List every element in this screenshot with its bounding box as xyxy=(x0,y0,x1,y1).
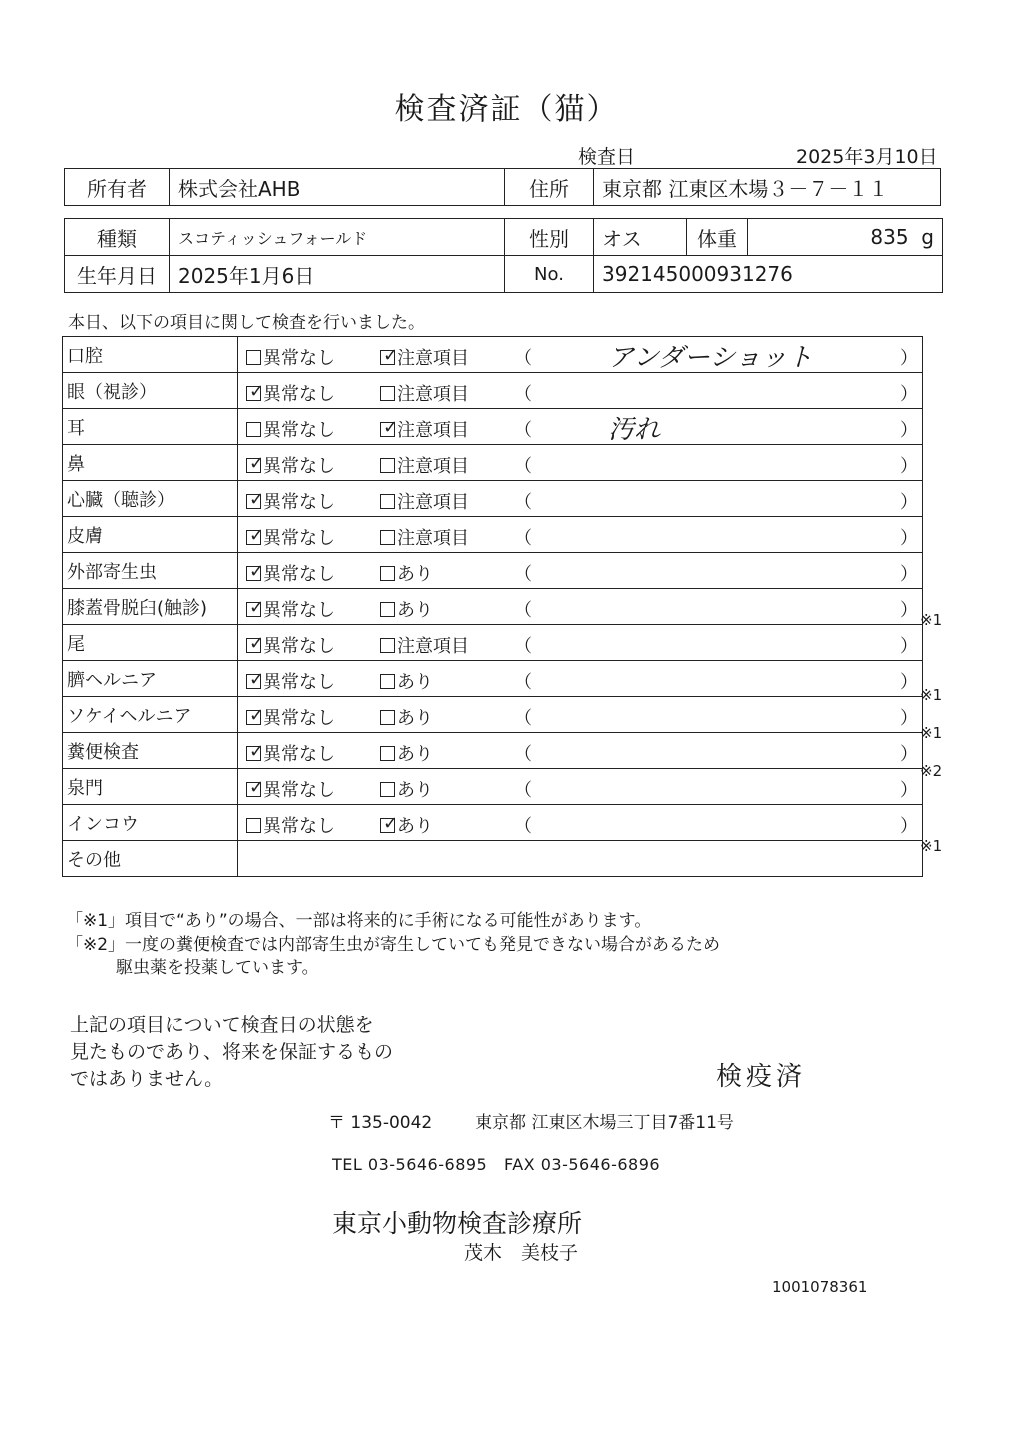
inspection-item-result xyxy=(238,373,923,409)
paren-close: ） xyxy=(900,744,918,765)
inspection-row xyxy=(63,481,923,517)
checkbox xyxy=(246,525,265,546)
inspection-row xyxy=(63,373,923,409)
paren-close: ） xyxy=(900,564,918,585)
checkbox xyxy=(246,818,261,833)
option-normal xyxy=(246,596,335,622)
fax: FAX 03-5646-6896 xyxy=(504,1155,661,1174)
footnote-2-line-1: 「※2」一度の糞便検査では内部寄生虫が寄生していても発見できない場合があるため xyxy=(66,935,721,955)
option-attention xyxy=(380,344,469,370)
option-label: 異常なし xyxy=(263,564,335,585)
inspection-row xyxy=(63,625,923,661)
inspection-item-result xyxy=(238,445,923,481)
check-mark-icon: ✓ xyxy=(249,525,265,546)
inspection-item-text: インコウ xyxy=(67,813,139,835)
paren-open: （ xyxy=(514,348,532,369)
address-label: 住所 xyxy=(505,169,594,206)
inspection-item-label xyxy=(63,625,238,661)
checkbox xyxy=(380,602,395,617)
inspection-row xyxy=(63,337,923,373)
inspection-item-result xyxy=(238,733,923,769)
checkbox xyxy=(246,489,265,510)
inspection-item-text: 口腔 xyxy=(67,345,103,367)
checkbox xyxy=(380,710,395,725)
option-attention xyxy=(380,560,433,586)
handwritten-comment: 汚れ xyxy=(608,415,661,445)
disclaimer-line-2: 見たものであり、将来を保証するもの xyxy=(70,1041,394,1063)
inspection-item-label xyxy=(63,517,238,553)
weight-unit: g xyxy=(921,225,934,249)
row-footnote-mark: ※1 xyxy=(920,686,943,705)
option-attention xyxy=(380,668,433,694)
paren-close: ） xyxy=(900,384,918,405)
inspection-item-label xyxy=(63,553,238,589)
inspection-row xyxy=(63,409,923,445)
inspection-item-label xyxy=(63,769,238,805)
disclaimer xyxy=(70,1012,393,1093)
option-attention xyxy=(380,488,469,514)
paren-open: （ xyxy=(514,528,532,549)
no-label: No. xyxy=(505,256,594,293)
clinic-name: 東京小動物検査診療所 xyxy=(332,1209,583,1238)
checkbox xyxy=(380,674,395,689)
option-label: 注意項目 xyxy=(397,420,469,441)
pet-info-table xyxy=(64,218,943,293)
inspection-item-label xyxy=(63,697,238,733)
checkbox xyxy=(380,746,395,761)
option-label: 異常なし xyxy=(263,420,335,441)
paren-open: （ xyxy=(514,672,532,693)
option-label: あり xyxy=(397,672,433,693)
owner-label: 所有者 xyxy=(65,169,170,206)
other-value xyxy=(238,841,923,877)
inspection-row xyxy=(63,589,923,625)
check-mark-icon: ✓ xyxy=(383,345,399,366)
option-label: 異常なし xyxy=(263,636,335,657)
check-mark-icon: ✓ xyxy=(383,417,399,438)
clinic-address-line xyxy=(328,1108,734,1133)
inspection-row xyxy=(63,445,923,481)
option-label: 異常なし xyxy=(263,492,335,513)
inspection-table xyxy=(62,336,923,877)
option-label: 注意項目 xyxy=(397,384,469,405)
option-label: 異常なし xyxy=(263,744,335,765)
inspection-item-result xyxy=(238,337,923,373)
breed-label: 種類 xyxy=(65,219,170,256)
intro-text: 本日、以下の項目に関して検査を行いました。 xyxy=(68,313,425,333)
footnote-2 xyxy=(66,934,720,980)
option-attention xyxy=(380,776,433,802)
weight-label: 体重 xyxy=(687,219,748,256)
inspection-item-result xyxy=(238,553,923,589)
checkbox xyxy=(246,350,261,365)
paren-open: （ xyxy=(514,456,532,477)
clinic-address: 東京都 江東区木場三丁目7番11号 xyxy=(475,1113,734,1133)
paren-open: （ xyxy=(514,384,532,405)
option-attention xyxy=(380,740,433,766)
option-label: 注意項目 xyxy=(397,528,469,549)
inspection-item-text: ソケイヘルニア xyxy=(67,705,192,727)
paren-close: ） xyxy=(900,636,918,657)
option-label: あり xyxy=(397,780,433,801)
inspection-row xyxy=(63,805,923,841)
option-normal xyxy=(246,488,335,514)
row-footnote-mark: ※1 xyxy=(920,610,943,629)
inspection-row xyxy=(63,769,923,805)
doctor-name: 茂木 美枝子 xyxy=(464,1242,579,1264)
inspection-item-label xyxy=(63,445,238,481)
checkbox xyxy=(246,777,265,798)
checkbox xyxy=(246,597,265,618)
option-label: 異常なし xyxy=(263,672,335,693)
paren-close: ） xyxy=(900,348,918,369)
option-label: 注意項目 xyxy=(397,492,469,513)
option-attention xyxy=(380,812,433,838)
check-mark-icon: ✓ xyxy=(249,597,265,618)
option-label: あり xyxy=(397,708,433,729)
option-attention xyxy=(380,596,433,622)
inspection-item-result xyxy=(238,517,923,553)
option-label: 異常なし xyxy=(263,708,335,729)
row-footnote-mark: ※1 xyxy=(920,724,943,742)
option-attention xyxy=(380,632,469,658)
weight-value: 835 xyxy=(870,225,909,249)
option-attention xyxy=(380,452,469,478)
check-mark-icon: ✓ xyxy=(249,777,265,798)
checkbox xyxy=(380,566,395,581)
owner-table xyxy=(64,168,941,206)
checkbox xyxy=(380,782,395,797)
check-mark-icon: ✓ xyxy=(249,489,265,510)
option-label: あり xyxy=(397,816,433,837)
inspection-item-label xyxy=(63,805,238,841)
inspection-row xyxy=(63,661,923,697)
option-label: 異常なし xyxy=(263,528,335,549)
option-attention xyxy=(380,380,469,406)
row-footnote-mark: ※1 xyxy=(920,837,943,856)
option-normal xyxy=(246,632,335,658)
inspection-item-text: 糞便検査 xyxy=(67,741,139,763)
paren-open: （ xyxy=(514,600,532,621)
option-label: 異常なし xyxy=(263,384,335,405)
option-attention xyxy=(380,704,433,730)
inspection-item-result xyxy=(238,589,923,625)
checkbox xyxy=(246,422,261,437)
handwritten-comment: アンダーショット xyxy=(608,343,813,373)
contact-line xyxy=(332,1155,660,1174)
weight-cell xyxy=(748,219,943,256)
paren-close: ） xyxy=(900,672,918,693)
inspection-item-result xyxy=(238,481,923,517)
checkbox xyxy=(380,417,399,438)
document-number: 1001078361 xyxy=(772,1278,868,1296)
option-normal xyxy=(246,416,335,442)
disclaimer-line-1: 上記の項目について検査日の状態を xyxy=(70,1014,374,1036)
option-label: 異常なし xyxy=(263,600,335,621)
option-normal xyxy=(246,452,335,478)
inspection-item-result xyxy=(238,661,923,697)
checkbox xyxy=(246,705,265,726)
page-title: 検査済証（猫） xyxy=(394,92,619,127)
paren-close: ） xyxy=(900,492,918,513)
check-mark-icon: ✓ xyxy=(249,741,265,762)
footnote-1: 「※1」項目で“あり”の場合、一部は将来的に手術になる可能性があります。 xyxy=(66,911,652,931)
option-label: 異常なし xyxy=(263,816,335,837)
option-normal xyxy=(246,812,335,838)
checkbox xyxy=(246,633,265,654)
inspection-item-label xyxy=(63,733,238,769)
option-attention xyxy=(380,416,469,442)
paren-open: （ xyxy=(514,816,532,837)
option-label: 異常なし xyxy=(263,348,335,369)
check-mark-icon: ✓ xyxy=(249,381,265,402)
paren-close: ） xyxy=(900,456,918,477)
no-value: 392145000931276 xyxy=(594,256,943,293)
inspection-row xyxy=(63,517,923,553)
inspection-item-text: 眼（視診） xyxy=(67,381,157,403)
inspection-date: 2025年3月10日 xyxy=(796,146,938,168)
paren-close: ） xyxy=(900,600,918,621)
inspection-item-result xyxy=(238,697,923,733)
inspection-row xyxy=(63,733,923,769)
check-mark-icon: ✓ xyxy=(249,705,265,726)
inspection-item-text: 膝蓋骨脱臼(触診) xyxy=(67,597,208,619)
option-normal xyxy=(246,668,335,694)
inspection-item-label xyxy=(63,589,238,625)
paren-close: ） xyxy=(900,816,918,837)
inspection-date-label: 検査日 xyxy=(578,146,636,168)
inspection-item-text: 臍ヘルニア xyxy=(67,669,157,691)
checkbox xyxy=(380,494,395,509)
paren-close: ） xyxy=(900,780,918,801)
inspection-row-other xyxy=(63,841,923,877)
breed-value: スコティッシュフォールド xyxy=(170,219,505,256)
birth-value: 2025年1月6日 xyxy=(170,256,505,293)
paren-open: （ xyxy=(514,636,532,657)
inspection-item-result xyxy=(238,805,923,841)
option-normal xyxy=(246,380,335,406)
inspection-row xyxy=(63,553,923,589)
option-label: 注意項目 xyxy=(397,456,469,477)
inspection-item-text: 外部寄生虫 xyxy=(67,561,157,583)
option-label: 注意項目 xyxy=(397,348,469,369)
checkbox xyxy=(380,386,395,401)
other-label-text: その他 xyxy=(67,849,121,871)
checkbox xyxy=(380,638,395,653)
inspection-item-text: 鼻 xyxy=(67,453,85,475)
option-normal xyxy=(246,560,335,586)
option-label: 注意項目 xyxy=(397,636,469,657)
paren-close: ） xyxy=(900,420,918,441)
postal-code: 〒 135-0042 xyxy=(328,1113,433,1133)
option-label: あり xyxy=(397,600,433,621)
option-normal xyxy=(246,740,335,766)
option-label: 異常なし xyxy=(263,456,335,477)
quarantine-stamp: 検疫済 xyxy=(716,1062,807,1092)
checkbox xyxy=(246,669,265,690)
inspection-item-label xyxy=(63,409,238,445)
inspection-item-text: 耳 xyxy=(67,417,85,439)
check-mark-icon: ✓ xyxy=(249,669,265,690)
checkbox xyxy=(380,530,395,545)
option-label: あり xyxy=(397,744,433,765)
paren-open: （ xyxy=(514,780,532,801)
inspection-item-text: 尾 xyxy=(67,633,85,655)
option-normal xyxy=(246,524,335,550)
checkbox xyxy=(246,561,265,582)
paren-open: （ xyxy=(514,420,532,441)
checkbox xyxy=(246,741,265,762)
option-label: 異常なし xyxy=(263,780,335,801)
inspection-row xyxy=(63,697,923,733)
check-mark-icon: ✓ xyxy=(249,453,265,474)
paren-close: ） xyxy=(900,708,918,729)
inspection-item-result xyxy=(238,409,923,445)
address-value: 東京都 江東区木場３－７－１１ xyxy=(594,169,941,206)
checkbox xyxy=(246,453,265,474)
paren-open: （ xyxy=(514,564,532,585)
inspection-item-label xyxy=(63,373,238,409)
footnote-2-line-2: 駆虫薬を投薬しています。 xyxy=(116,958,319,978)
inspection-item-result xyxy=(238,769,923,805)
paren-open: （ xyxy=(514,492,532,513)
disclaimer-line-3: ではありません。 xyxy=(70,1068,224,1090)
option-attention xyxy=(380,524,469,550)
sex-label: 性別 xyxy=(505,219,594,256)
birth-label: 生年月日 xyxy=(65,256,170,293)
paren-open: （ xyxy=(514,708,532,729)
check-mark-icon: ✓ xyxy=(249,633,265,654)
option-label: あり xyxy=(397,564,433,585)
paren-open: （ xyxy=(514,744,532,765)
inspection-item-text: 心臓（聴診） xyxy=(67,489,175,511)
option-normal xyxy=(246,704,335,730)
inspection-item-result xyxy=(238,625,923,661)
checkbox xyxy=(246,381,265,402)
tel: TEL 03-5646-6895 xyxy=(332,1155,488,1174)
checkbox xyxy=(380,458,395,473)
paren-close: ） xyxy=(900,528,918,549)
other-label xyxy=(63,841,238,877)
inspection-item-label xyxy=(63,661,238,697)
sex-value: オス xyxy=(594,219,687,256)
inspection-item-label xyxy=(63,481,238,517)
check-mark-icon: ✓ xyxy=(249,561,265,582)
check-mark-icon: ✓ xyxy=(383,813,399,834)
inspection-item-label xyxy=(63,337,238,373)
row-footnote-mark: ※2 xyxy=(920,761,943,780)
option-normal xyxy=(246,776,335,802)
inspection-item-text: 皮膚 xyxy=(67,525,103,547)
checkbox xyxy=(380,345,399,366)
checkbox xyxy=(380,813,399,834)
owner-value: 株式会社AHB xyxy=(170,169,505,206)
option-normal xyxy=(246,344,335,370)
inspection-item-text: 泉門 xyxy=(67,777,103,799)
